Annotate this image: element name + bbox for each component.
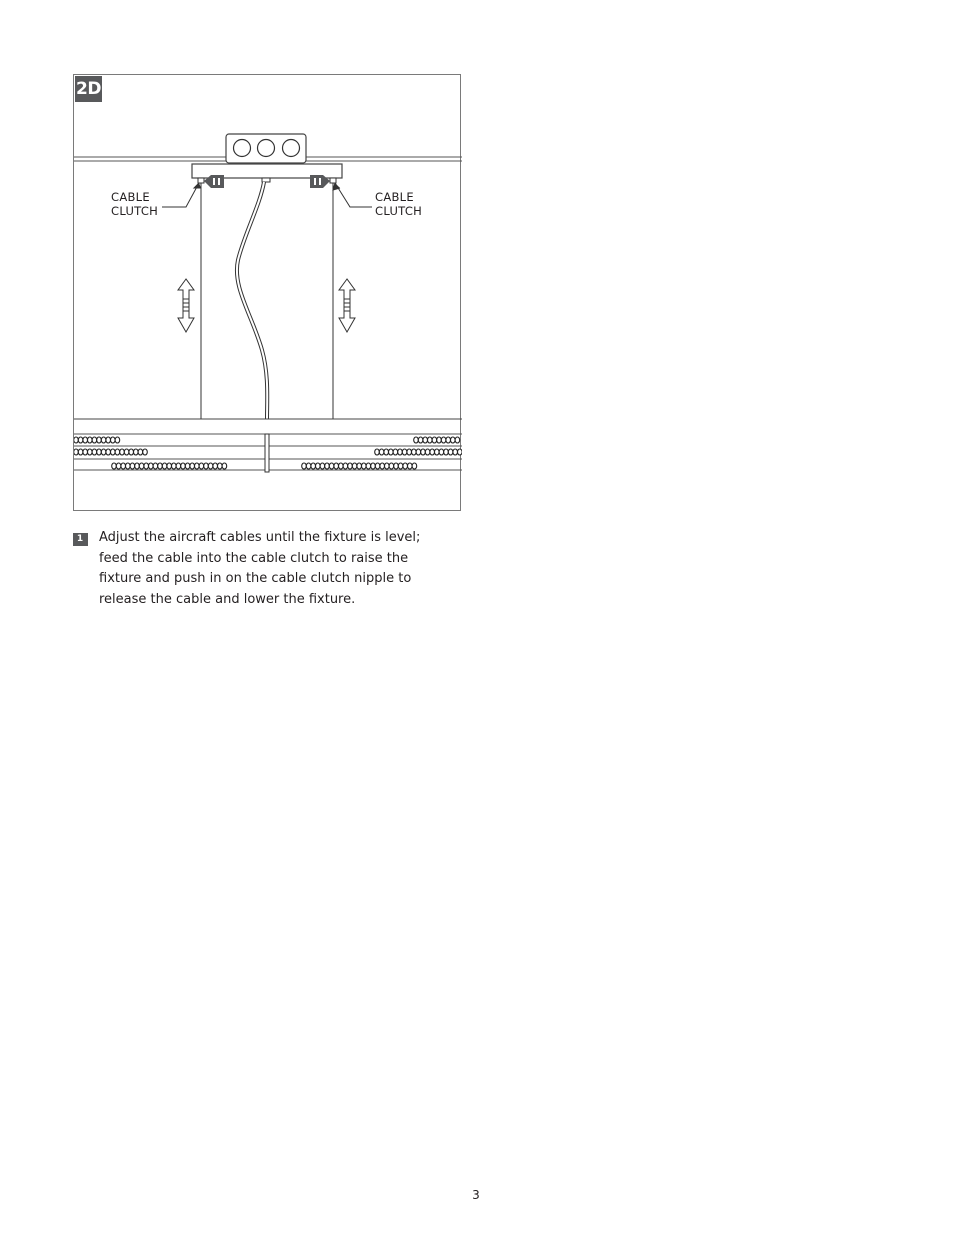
fixture-bead xyxy=(375,463,380,469)
fixture-bead xyxy=(74,449,78,455)
fixture-bead xyxy=(78,437,83,443)
fixture-bead xyxy=(343,463,348,469)
fixture-bead xyxy=(83,449,88,455)
fixture-bead xyxy=(414,437,419,443)
fixture-bead xyxy=(412,463,417,469)
fixture-bead xyxy=(306,463,311,469)
fixture-bead xyxy=(129,449,134,455)
fixture-bead xyxy=(428,437,433,443)
fixture-bead xyxy=(375,449,380,455)
note-marker-icon: 1 1 xyxy=(73,533,88,546)
fixture-bead xyxy=(130,463,135,469)
fixture-bead xyxy=(101,449,106,455)
fixture-bead xyxy=(320,463,325,469)
fixture-bead xyxy=(172,463,177,469)
canopy-knob-2 xyxy=(258,140,275,157)
fixture-bead xyxy=(446,437,451,443)
fixture-bead xyxy=(213,463,218,469)
adjust-arrow-right xyxy=(339,279,355,332)
fixture-bead xyxy=(398,449,403,455)
adjust-arrow-left xyxy=(178,279,194,332)
fixture-bead xyxy=(371,463,376,469)
installation-diagram xyxy=(73,74,461,511)
fixture-bead xyxy=(111,449,116,455)
fixture-bead xyxy=(325,463,330,469)
fixture-bead xyxy=(366,463,371,469)
fixture-bead xyxy=(448,449,453,455)
fixture-bead xyxy=(394,463,399,469)
fixture-bead xyxy=(418,437,423,443)
fixture-bead xyxy=(115,437,120,443)
fixture-bead xyxy=(398,463,403,469)
fixture-bead xyxy=(97,437,102,443)
cord-grip xyxy=(262,178,270,182)
fixture-bead xyxy=(334,463,339,469)
fixture-bead xyxy=(339,463,344,469)
fixture-bead xyxy=(451,437,456,443)
cable-clutch-label-right: CABLE CLUTCH xyxy=(375,190,423,218)
fixture-bead xyxy=(379,449,384,455)
callout-leader-right xyxy=(335,183,372,207)
fixture-bead xyxy=(162,463,167,469)
fixture-bead xyxy=(134,449,139,455)
fixture-bead xyxy=(437,437,442,443)
fixture-bead xyxy=(222,463,227,469)
fixture-bead xyxy=(311,463,316,469)
page-number: 3 xyxy=(472,1188,480,1202)
fixture-bead xyxy=(421,449,426,455)
fixture-bead xyxy=(112,463,117,469)
fixture-center-stem xyxy=(265,434,269,472)
fixture-bead xyxy=(357,463,362,469)
fixture-bead xyxy=(181,463,186,469)
fixture-bead xyxy=(423,437,428,443)
fixture-bead xyxy=(176,463,181,469)
fixture-bead xyxy=(352,463,357,469)
fixture-bead xyxy=(199,463,204,469)
fixture-bead xyxy=(120,449,125,455)
fixture-bead xyxy=(393,449,398,455)
fixture-bead xyxy=(190,463,195,469)
diagram-drawing xyxy=(74,75,462,512)
fixture-bead xyxy=(106,437,111,443)
fixture-bead xyxy=(389,463,394,469)
fixture-bead xyxy=(139,463,144,469)
fixture-bead xyxy=(126,463,131,469)
fixture-bead xyxy=(88,437,93,443)
fixture-bead xyxy=(441,437,446,443)
fixture-bead xyxy=(385,463,390,469)
fixture-bead xyxy=(218,463,223,469)
fixture-bead xyxy=(204,463,209,469)
fixture-bead xyxy=(389,449,394,455)
fixture-bead xyxy=(83,437,88,443)
fixture-bead xyxy=(402,449,407,455)
fixture-bead xyxy=(329,463,334,469)
fixture-bead xyxy=(408,463,413,469)
cable-clutch-left xyxy=(198,178,204,183)
fixture-bead xyxy=(380,463,385,469)
fixture-bead xyxy=(143,449,148,455)
fixture-bead xyxy=(195,463,200,469)
fixture-bead xyxy=(458,449,463,455)
fixture-bead xyxy=(158,463,163,469)
fixture-bead xyxy=(316,463,321,469)
fixture-bead xyxy=(144,463,149,469)
cable-clutch-right xyxy=(330,178,336,183)
fixture-bead xyxy=(74,437,78,443)
fixture-bead xyxy=(302,463,307,469)
fixture-bead xyxy=(407,449,412,455)
fixture-bead xyxy=(92,449,97,455)
fixture-bead xyxy=(425,449,430,455)
fixture-bead xyxy=(116,463,121,469)
fixture-bead xyxy=(88,449,93,455)
fixture-bead xyxy=(384,449,389,455)
fixture-bead xyxy=(111,437,116,443)
fixture-bead xyxy=(101,437,106,443)
fixture-bead xyxy=(439,449,444,455)
fixture-bead xyxy=(435,449,440,455)
step-badge: 2D xyxy=(75,76,102,102)
fixture-bead xyxy=(124,449,129,455)
fixture-bead xyxy=(97,449,102,455)
fixture-bead xyxy=(362,463,367,469)
fixture-bead xyxy=(121,463,126,469)
fixture-bead xyxy=(185,463,190,469)
fixture-bead xyxy=(135,463,140,469)
fixture-bead xyxy=(444,449,449,455)
canopy-knob-3 xyxy=(283,140,300,157)
instruction-text: Adjust the aircraft cables until the fixture is level; feed the cable into the cable clutch to raise the fixture and push in on the cable clutch nipple to release the cable and lower the fixture. xyxy=(99,530,421,607)
fixture-bead xyxy=(138,449,143,455)
fixture-bead xyxy=(106,449,111,455)
fixture-bead xyxy=(416,449,421,455)
fixture-bead xyxy=(149,463,154,469)
fixture-bead xyxy=(167,463,172,469)
fixture-bead xyxy=(403,463,408,469)
fixture-bead xyxy=(430,449,435,455)
fixture-bead xyxy=(92,437,97,443)
fixture-bead xyxy=(153,463,158,469)
canopy-knob-1 xyxy=(234,140,251,157)
fixture-bead xyxy=(115,449,120,455)
fixture-bead xyxy=(208,463,213,469)
fixture-bead xyxy=(455,437,460,443)
fixture-bead xyxy=(412,449,417,455)
fixture-bead xyxy=(348,463,353,469)
fixture-bead xyxy=(453,449,458,455)
fixture-bead xyxy=(432,437,437,443)
cable-clutch-label-left: CABLE CLUTCH xyxy=(111,190,159,218)
fixture-bead xyxy=(78,449,83,455)
